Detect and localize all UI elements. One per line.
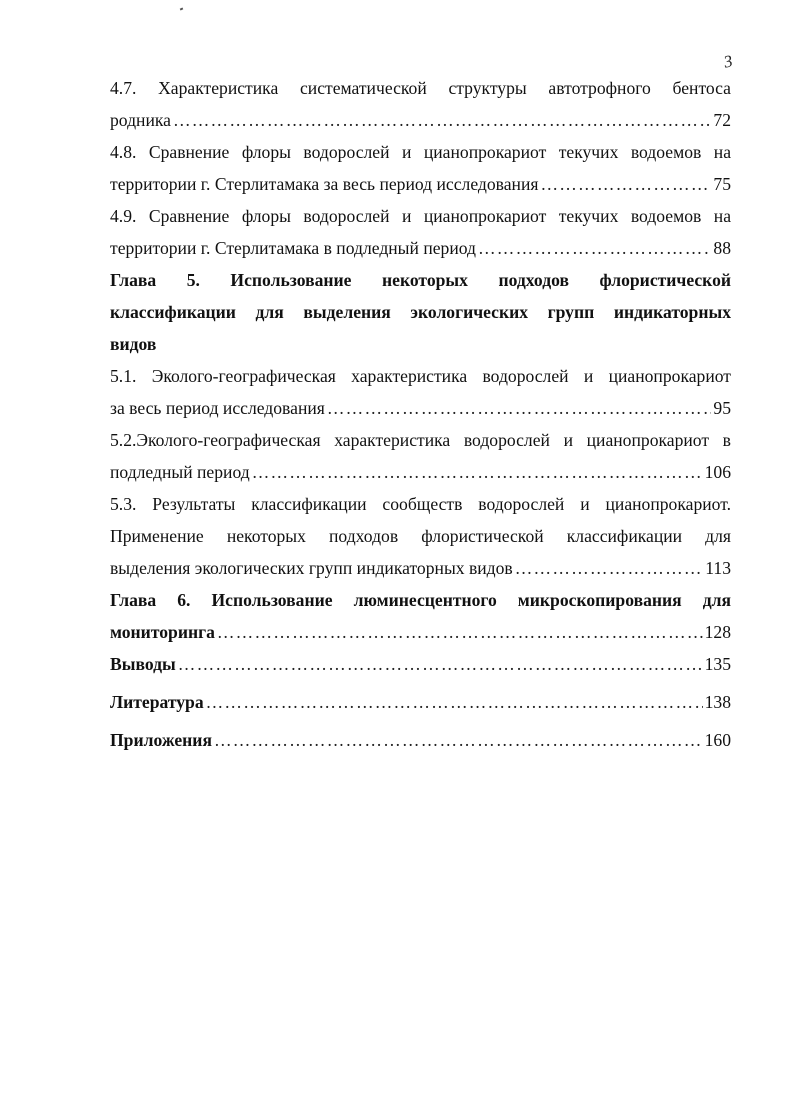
toc-entry-leader-line	[110, 686, 731, 718]
table-of-contents	[110, 72, 731, 756]
toc-entry-5-1[interactable]	[110, 360, 731, 424]
toc-page-number: 135	[704, 654, 731, 674]
toc-entry-title: за весь период исследования	[110, 398, 325, 418]
toc-page-number: 75	[713, 174, 731, 194]
toc-entry-title: 5.1. Эколого-географическая характеристика водорослей и цианопрокариот	[110, 366, 731, 386]
toc-entry-title: 4.9. Сравнение флоры водорослей и цианопрокариот текучих водоемов на	[110, 206, 731, 226]
toc-entry-title: Применение некоторых подходов флористической классификации для	[110, 526, 731, 546]
section-heading: Литература	[110, 692, 204, 712]
dot-leader	[214, 724, 703, 756]
dot-leader	[515, 552, 704, 584]
chapter-heading: Глава 5. Использование некоторых подходов флористической	[110, 270, 731, 290]
toc-entry-leader-line	[110, 232, 731, 264]
toc-entry-leader-line	[110, 648, 731, 680]
dot-leader	[327, 392, 712, 424]
dot-leader	[252, 456, 703, 488]
toc-entry-leader-line	[110, 104, 731, 136]
dot-leader	[478, 232, 711, 264]
toc-entry-4-7[interactable]	[110, 72, 731, 136]
toc-conclusions[interactable]	[110, 648, 731, 680]
toc-page-number: 106	[704, 462, 731, 482]
toc-literature[interactable]	[110, 686, 731, 718]
chapter-heading: классификации для выделения экологических групп индикаторных	[110, 302, 731, 322]
toc-entry-4-9[interactable]	[110, 200, 731, 264]
dot-leader	[217, 616, 703, 648]
toc-entry-5-2[interactable]	[110, 424, 731, 488]
toc-entry-title: 4.8. Сравнение флоры водорослей и цианопрокариот текучих водоемов на	[110, 142, 731, 162]
toc-entry-title: территории г. Стерлитамака в подледный период	[110, 238, 476, 258]
section-heading: Выводы	[110, 654, 176, 674]
section-heading: Приложения	[110, 730, 212, 750]
dot-leader	[540, 168, 711, 200]
toc-page-number: 128	[704, 622, 731, 642]
toc-page-number: 138	[704, 692, 731, 712]
toc-entry-leader-line	[110, 456, 731, 488]
dot-leader	[206, 686, 703, 718]
toc-page-number: 88	[713, 238, 731, 258]
toc-entry-title: 4.7. Характеристика систематической структуры автотрофного бентоса	[110, 78, 731, 98]
toc-entry-title: родника	[110, 110, 171, 130]
toc-entry-title: 5.2.Эколого-географическая характеристика водорослей и цианопрокариот в	[110, 430, 731, 450]
toc-entry-leader-line	[110, 392, 731, 424]
toc-page-number: 160	[704, 730, 731, 750]
toc-page-number: 72	[713, 110, 731, 130]
toc-page-number: 95	[713, 398, 731, 418]
toc-chapter-6[interactable]	[110, 584, 731, 648]
toc-entry-title: территории г. Стерлитамака за весь период исследования	[110, 174, 539, 194]
toc-entry-title: подледный период	[110, 462, 250, 482]
dot-leader	[178, 648, 703, 680]
toc-entry-leader-line	[110, 724, 731, 756]
scan-speck	[180, 7, 184, 10]
toc-entry-leader-line	[110, 616, 731, 648]
chapter-heading: Глава 6. Использование люминесцентного микроскопирования для	[110, 590, 731, 610]
toc-appendices[interactable]	[110, 724, 731, 756]
toc-entry-title: выделения экологических групп индикаторных видов	[110, 558, 513, 578]
toc-chapter-5[interactable]	[110, 264, 731, 360]
chapter-heading: мониторинга	[110, 622, 215, 642]
toc-entry-leader-line	[110, 168, 731, 200]
toc-entry-5-3[interactable]	[110, 488, 731, 584]
toc-entry-4-8[interactable]	[110, 136, 731, 200]
toc-entry-leader-line	[110, 552, 731, 584]
dot-leader	[173, 104, 711, 136]
handwritten-page-number: 3	[722, 51, 735, 72]
chapter-heading: видов	[110, 334, 157, 354]
toc-page-number: 113	[705, 558, 731, 578]
toc-entry-title: 5.3. Результаты классификации сообществ водорослей и цианопрокариот.	[110, 494, 731, 514]
